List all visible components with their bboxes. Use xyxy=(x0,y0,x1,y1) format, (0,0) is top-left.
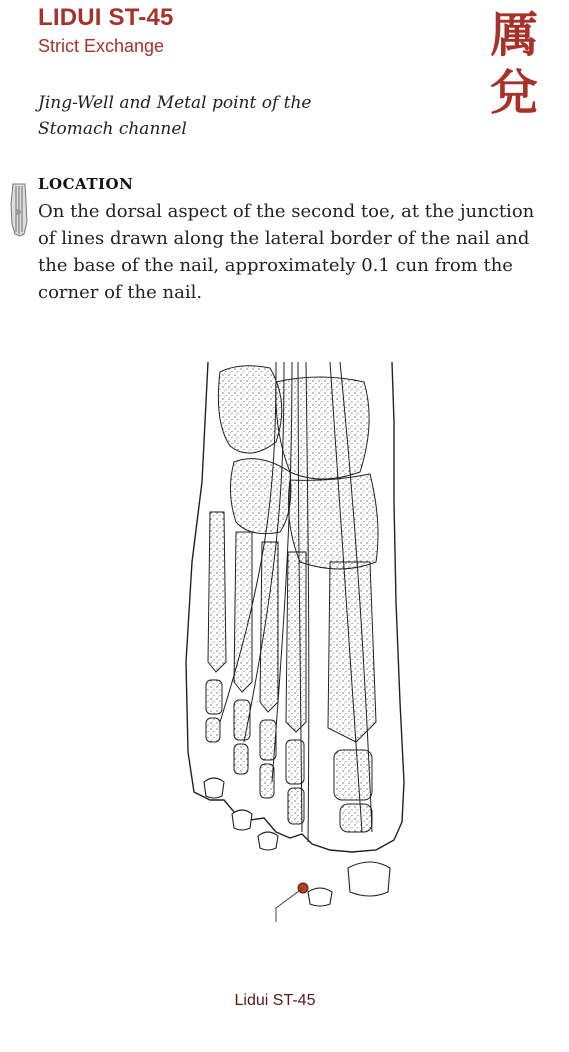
chinese-characters: 厲兌 xyxy=(489,7,538,121)
point-callout-label: Lidui ST-45 xyxy=(234,992,316,1009)
point-english-name: Strict Exchange xyxy=(38,36,165,56)
location-description: On the dorsal aspect of the second toe, at the junction of lines drawn along the lateral border of the nail and the base of the nail, approximately 0.1 cun from the corner of the nail. xyxy=(38,201,535,303)
location-heading: LOCATION xyxy=(38,175,134,193)
point-classification: Jing-Well and Metal point of the Stomach channel xyxy=(38,93,312,139)
point-title: LIDUI ST-45 xyxy=(38,4,174,31)
foot-anatomy-illustration xyxy=(180,362,420,922)
foot-thumbnail-icon xyxy=(8,182,30,238)
